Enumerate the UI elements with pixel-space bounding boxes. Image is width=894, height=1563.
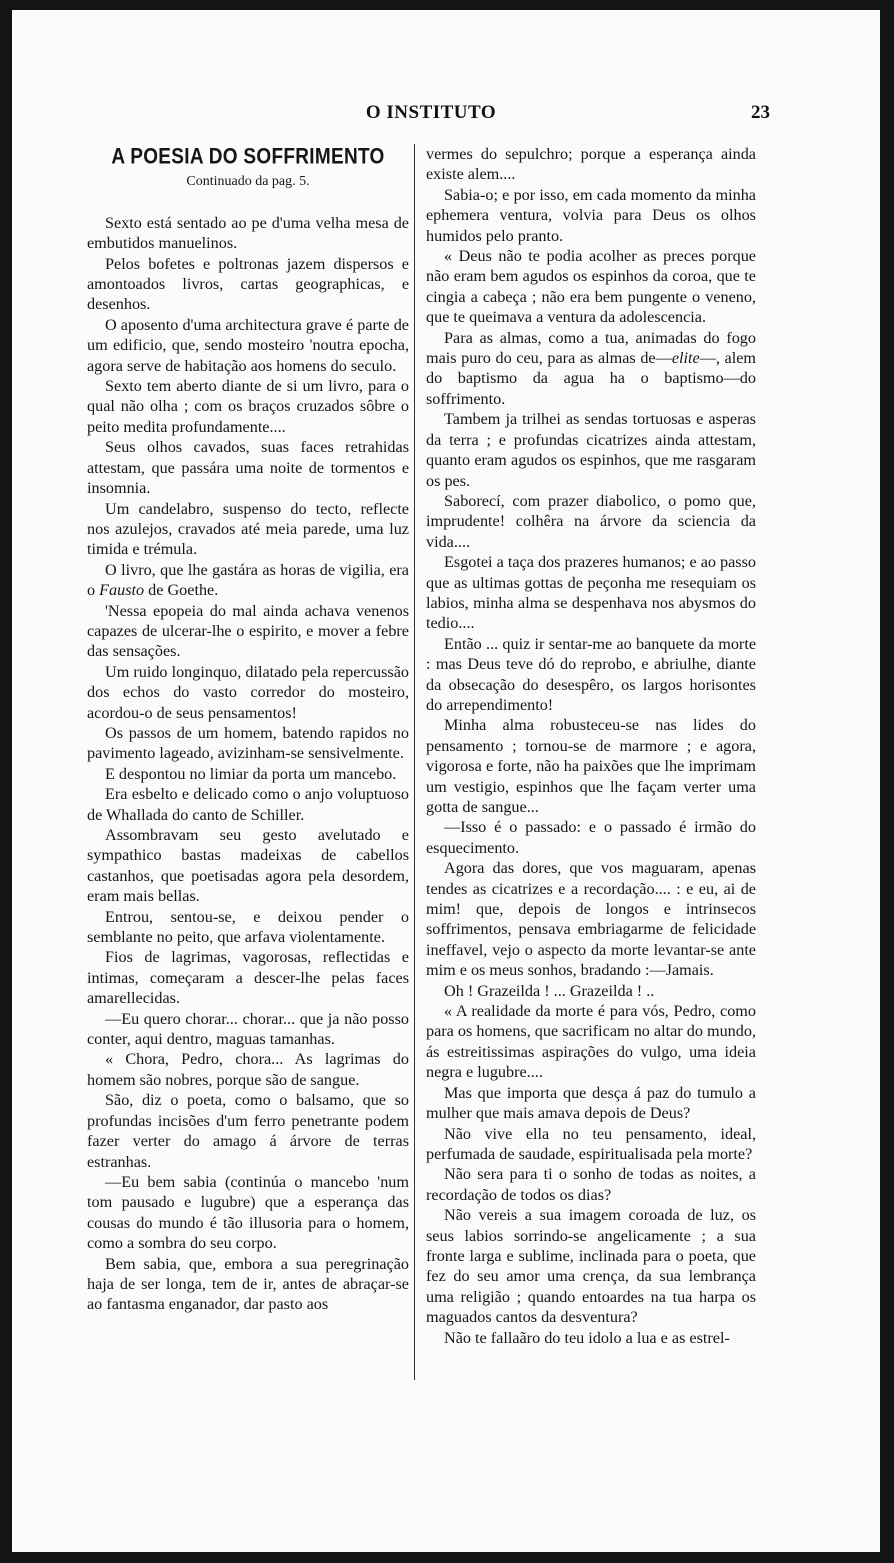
paragraph: E despontou no limiar da porta um mancebo. — [105, 764, 397, 783]
paragraph: Não sera para ti o sonho de todas as noites, a recordação de todos os dias? — [426, 1165, 756, 1204]
p4-start: Para as almas, como a tua, animadas do fogo mais puro do ceu, para as almas de— — [426, 328, 756, 368]
paragraph: Bem sabia, que, embora a sua peregrinação haja de ser longa, tem de ir, antes de abraçar-se ao fantasma enganador, dar pasto aos — [87, 1254, 409, 1314]
paragraph: Os passos de um homem, batendo rapidos no pavimento lageado, avizinham-se sensivelmente. — [87, 723, 409, 763]
paragraph: Não vive ella no teu pensamento, ideal, perfumada de saudade, espiritualisada pela morte? — [426, 1124, 756, 1163]
paragraph: São, diz o poeta, como o balsamo, que so profundas incisões d'um ferro penetrante podem fazer verter do amago á árvore de terras estranhas. — [87, 1091, 409, 1171]
page-sheet — [12, 10, 880, 1552]
paragraph: Minha alma robusteceu-se nas lides do pensamento ; tornou-se de marmore ; e agora, vigorosa e forte, não ha paixões que lhe imprimam um vestigio, espinhos que lhe façam verter uma gotta de sangue... — [426, 716, 756, 816]
right-column — [426, 144, 756, 1348]
paragraph: « Chora, Pedro, chora... As lagrimas do homem são nobres, porque são de sangue. — [87, 1050, 409, 1089]
book-title: Fausto — [99, 581, 145, 600]
paragraph: O aposento d'uma architectura grave é parte de um edificio, que, sendo mosteiro 'noutra epocha, agora serve de habitação aos homens do seculo. — [87, 315, 409, 375]
paragraph: —Eu quero chorar... chorar... que ja não posso conter, aqui dentro, maguas tamanhas. — [87, 1009, 409, 1049]
column-rule — [414, 144, 415, 1380]
paragraph: Agora das dores, que vos maguaram, apenas tendes as cicatrizes e a recordação.... : e eu, ai de mim! que, depois de longos e intrinsecos soffrimentos, pensava embriagarme de felicidade ineffavel, vejo o aspecto da morte levantar-se ante mim e os meus sonhos, bradando :—Jamais. — [426, 859, 756, 980]
paragraph: « Deus não te podia acolher as preces porque não eram bem agudos os espinhos da coroa, que te cingia a cabeça ; não era bem pungente o veneno, que te queimava a ventura da adolescencia. — [426, 247, 756, 327]
paragraph: Fios de lagrimas, vagorosas, reflectidas e intimas, começaram a descer-lhe pelas faces amarellecidas. — [87, 948, 409, 1008]
paragraph: Entrou, sentou-se, e deixou pender o semblante no peito, que arfava violentamente. — [87, 907, 409, 947]
journal-title: O INSTITUTO — [365, 102, 497, 123]
paragraph: Pelos bofetes e poltronas jazem dispersos e amontoados livros, cartas geographicas, e desenhos. — [87, 254, 409, 314]
paragraph: Não te fallaãro do teu idolo a lua e as estrel- — [444, 1328, 730, 1347]
book-line-end: de Goethe. — [148, 581, 219, 600]
paragraph: Saborecí, com prazer diabolico, o pomo que, imprudente! colhêra na árvore da sciencia da vida.... — [426, 491, 756, 551]
paragraph-baptism — [426, 328, 756, 410]
paragraph: Esgotei a taça dos prazeres humanos; e ao passo que as ultimas gottas de peçonha me resequiam os labios, minha alma se despenhava nos abysmos do tedio.... — [426, 553, 756, 633]
paragraph: Seus olhos cavados, suas faces retrahidas attestam, que passára uma noite de tormentos e insomnia. — [87, 438, 409, 498]
paragraph: Sexto tem aberto diante de si um livro, para o qual não olha ; com os braços cruzados sôbre o peito medita profundamente.... — [87, 377, 409, 436]
paragraph: Um ruido longinquo, dilatado pela repercussão dos echos do vasto corredor do mosteiro, acordou-o de seus pensamentos! — [87, 662, 409, 722]
book-line-start: O livro, que lhe gastára as horas de vigilia, era o — [87, 560, 409, 600]
paragraph: Mas que importa que desça á paz do tumulo a mulher que mais amava depois de Deus? — [426, 1083, 756, 1123]
continuation-note: Continuado da pag. 5. — [186, 174, 310, 190]
running-header — [92, 102, 770, 132]
paragraph: Sexto está sentado ao pe d'uma velha mesa de embutidos manuelinos. — [87, 213, 409, 253]
paragraph: Oh ! Grazeilda ! ... Grazeilda ! .. — [444, 981, 655, 1000]
paragraph: —Isso é o passado: e o passado é irmão do esquecimento. — [426, 818, 756, 857]
paragraph: Então ... quiz ir sentar-me ao banquete da morte : mas Deus teve dó do reprobo, e abriulhe, diante da obsecação do desespêro, os largos horisontes do arrependimento! — [426, 634, 756, 714]
paragraph: Assombravam seu gesto avelutado e sympathico bastas madeixas de cabellos castanhos, que poetisadas agora pela desordem, eram mais bellas. — [87, 826, 409, 906]
left-column — [87, 142, 409, 1315]
paragraph: 'Nessa epopeia do mal ainda achava venenos capazes de ulcerar-lhe o espirito, e mover a febre das sensações. — [87, 601, 409, 661]
paragraph: Não vereis a sua imagem coroada de luz, os seus labios sorrindo-se angelicamente ; a sua fronte larga e sublime, inclinada para o poeta, que fez do seu amor uma crença, da sua lembrança uma religião ; quando entoardes na tua harpa os maguados cantos da desventura? — [426, 1206, 756, 1327]
paragraph: Tambem ja trilhei as sendas tortuosas e asperas da terra ; e profundas cicatrizes ainda attestam, quanto eram agudos os espinhos, que me rasgaram os pes. — [426, 410, 756, 490]
paragraph: Sabia-o; e por isso, em cada momento da minha ephemera ventura, volvia para Deus os olhos humidos pelo pranto. — [426, 185, 756, 245]
paragraph: vermes do sepulchro; porque a esperança ainda existe alem.... — [426, 145, 756, 184]
article-title: A POESIA DO SOFFRIMENTO — [111, 144, 385, 169]
paragraph-book — [87, 560, 409, 601]
p4-elite: elite — [671, 349, 700, 368]
paragraph: « A realidade da morte é para vós, Pedro, como para os homens, que sacrificam no altar do mundo, ás estreitissimas aspirações do vulgo, uma ideia negra e lugubre.... — [426, 1002, 756, 1082]
page-number: 23 — [751, 102, 770, 123]
p4-end: —, alem do baptismo da agua ha o baptismo—do soffrimento. — [426, 349, 756, 408]
paragraph: Um candelabro, suspenso do tecto, reflecte nos azulejos, cravados até meia parede, uma luz timida e trémula. — [87, 499, 409, 559]
paragraph: Era esbelto e delicado como o anjo voluptuoso de Whallada do canto de Schiller. — [87, 785, 409, 824]
paragraph: —Eu bem sabia (continúa o mancebo 'num tom pausado e lugubre) que a esperança das cousas do mundo é tão illusoria para o homem, como a sombra do seu corpo. — [87, 1172, 409, 1253]
